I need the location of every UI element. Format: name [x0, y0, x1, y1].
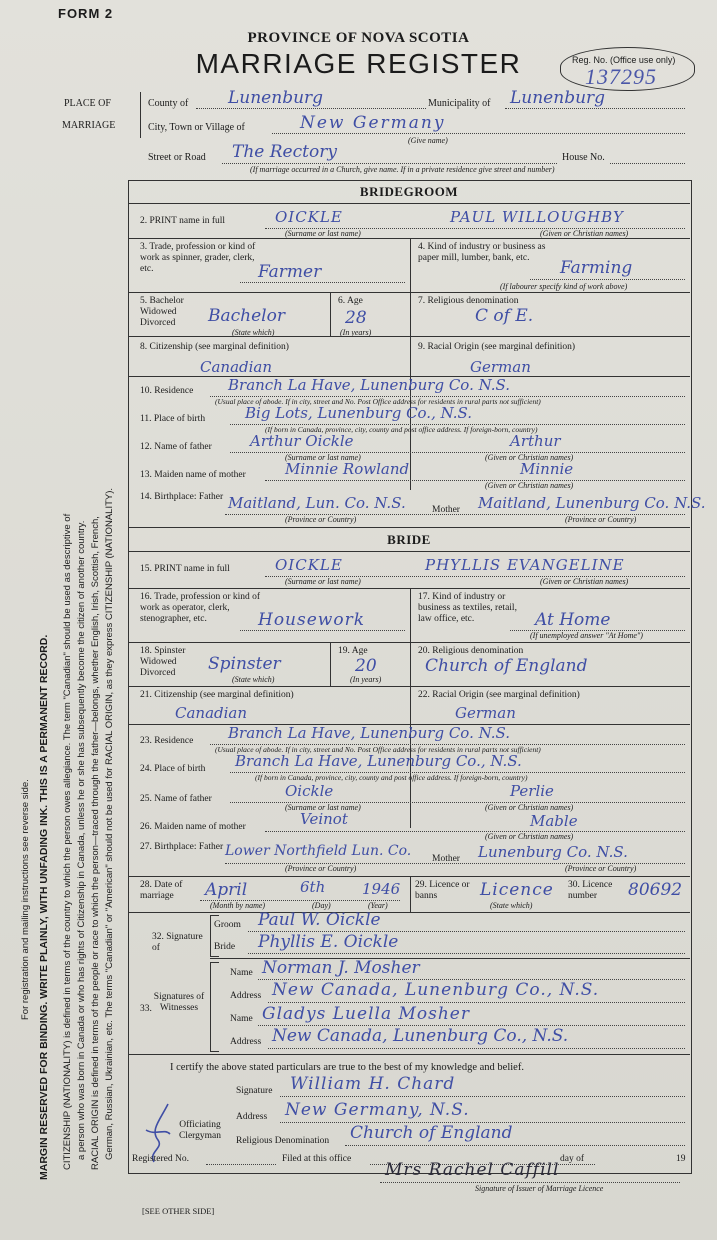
groom-trade: Farmer — [258, 262, 322, 282]
bride-father-given: Perlie — [510, 782, 554, 800]
groom-trade-line — [240, 282, 405, 283]
unemployed-caption: (If unemployed answer "At Home") — [530, 631, 643, 640]
day-of-label: day of — [560, 1154, 585, 1164]
divider — [128, 336, 690, 337]
bride-age-label: 19. Age — [338, 646, 368, 656]
surname-caption: (Surname or last name) — [285, 577, 361, 586]
groom-religion-label: 7. Religious denomination — [418, 296, 519, 306]
reg-number: 137295 — [585, 64, 657, 89]
surname-caption: (Surname or last name) — [285, 803, 361, 812]
groom-given: PAUL WILLOUGHBY — [450, 208, 624, 226]
see-other-side: [SEE OTHER SIDE] — [142, 1206, 215, 1216]
w2-name: Gladys Luella Mosher — [262, 1004, 470, 1024]
city-label: City, Town or Village of — [148, 122, 245, 133]
county-line — [196, 108, 426, 109]
bride-mother-given: Mable — [530, 812, 578, 830]
clergy-address-label: Address — [236, 1112, 268, 1122]
registered-label: Registered No. — [132, 1154, 189, 1164]
groom-citizenship: Canadian — [200, 358, 273, 376]
given-caption: (Given or Christian names) — [540, 577, 629, 586]
bride-name-label: 15. PRINT name in full — [140, 564, 230, 574]
bride-father-label: 25. Name of father — [140, 794, 212, 804]
bride-citizenship-label: 21. Citizenship (see marginal definition) — [140, 690, 294, 700]
groom-mother-bp: Maitland, Lunenburg Co. N.S. — [478, 494, 706, 512]
marriage-year: 1946 — [362, 880, 401, 898]
margin-note-6: German, Russian, Ukrainian, etc. The terms "Canadian" or "American" should not be used for RACIAL ORIGIN, as they express CITIZENSHIP (NATIONALITY). — [104, 487, 115, 1160]
witness-number: 33. — [140, 1004, 152, 1014]
divider — [128, 238, 690, 239]
bride-sig-line — [248, 953, 685, 954]
column-divider — [330, 292, 331, 336]
surname-caption: (Surname or last name) — [285, 453, 361, 462]
bride-signature: Phyllis E. Oickle — [258, 932, 399, 952]
margin-note-4: a person who was born in Canada or who has rights of Citizenship in Canada, unless he or she has subsequently become the citizen of another country. — [76, 520, 87, 1160]
bride-religion: Church of England — [425, 656, 588, 676]
licence-label: 29. Licence or banns — [415, 880, 470, 901]
bride-heading: BRIDE — [387, 532, 431, 547]
municipality-label: Municipality of — [428, 98, 491, 109]
state-which-caption: (State which) — [232, 328, 275, 337]
groom-sig-label: Groom — [214, 920, 241, 930]
date-label: 28. Date of marriage — [140, 880, 183, 901]
bride-mother-line — [265, 831, 685, 832]
birth-caption: (If born in Canada, province, city, county and post office address. If foreign-born, country) — [255, 773, 528, 782]
margin-note-1: For registration and mailing instructions see reverse side. — [20, 779, 31, 1020]
groom-father-label: 12. Name of father — [140, 442, 212, 452]
bride-birth: Branch La Have, Lunenburg Co., N.S. — [235, 752, 522, 770]
column-divider — [410, 588, 411, 828]
clergy-sig-line — [280, 1096, 685, 1097]
margin-note-2: MARGIN RESERVED FOR BINDING. WRITE PLAINLY, WITH UNFADING INK. THIS IS A PERMANENT RECORD. — [38, 634, 50, 1180]
bride-religion-label: 20. Religious denomination — [418, 646, 524, 656]
in-years-caption: (In years) — [350, 675, 382, 684]
licence-value: Licence — [480, 880, 554, 900]
licence-number: 80692 — [628, 880, 683, 900]
w1-address-label: Address — [230, 991, 262, 1001]
bridegroom-heading: BRIDEGROOM — [359, 184, 459, 199]
bride-surname: OICKLE — [275, 556, 343, 574]
bride-trade: Housework — [258, 610, 366, 630]
divider — [128, 292, 690, 293]
groom-mother-surname: Minnie Rowland — [285, 460, 410, 478]
divider — [128, 203, 690, 204]
house-no-label: House No. — [562, 152, 605, 163]
groom-father-bp: Maitland, Lun. Co. N.S. — [228, 494, 406, 512]
groom-industry-line — [530, 279, 685, 280]
groom-father-surname: Arthur Oickle — [250, 432, 354, 450]
w1-address: New Canada, Lunenburg Co., N.S. — [272, 980, 600, 1000]
birth-caption: (If born in Canada, province, city, county and post office address. If foreign-born, country) — [265, 425, 538, 434]
divider — [128, 527, 690, 528]
county-value: Lunenburg — [228, 88, 324, 108]
bride-trade-line — [240, 630, 405, 631]
groom-name-label: 2. PRINT name in full — [140, 216, 226, 226]
w2-address: New Canada, Lunenburg Co., N.S. — [272, 1026, 569, 1046]
bride-given: PHYLLIS EVANGELINE — [425, 556, 625, 574]
clergy-denom-line — [345, 1145, 685, 1146]
groom-origin: German — [470, 358, 531, 376]
bride-residence: Branch La Have, Lunenburg Co. N.S. — [228, 724, 511, 742]
w1-name-label: Name — [230, 968, 253, 978]
groom-trade-label: 3. Trade, profession or kind of work as spinner, grader, clerk, etc. — [140, 242, 256, 274]
province-caption: (Province or Country) — [285, 515, 357, 524]
bride-mother-bp: Lunenburg Co. N.S. — [478, 843, 628, 861]
groom-citizenship-label: 8. Citizenship (see marginal definition) — [140, 342, 289, 352]
bride-age: 20 — [355, 656, 377, 676]
bride-origin: German — [455, 704, 516, 722]
bride-industry-label: 17. Kind of industry or business as textiles, retail, law office, etc. — [418, 592, 517, 624]
clergy-signature: William H. Chard — [290, 1074, 456, 1094]
groom-age: 28 — [345, 308, 367, 328]
w2-name-label: Name — [230, 1014, 253, 1024]
marriage-label: MARRIAGE — [62, 120, 116, 131]
street-caption: (If marriage occurred in a Church, give name. If in a private residence give street and number) — [250, 165, 555, 174]
groom-mother-given: Minnie — [520, 460, 574, 478]
given-caption: (Given or Christian names) — [485, 481, 574, 490]
street-value: The Rectory — [232, 142, 337, 162]
bride-citizenship: Canadian — [175, 704, 248, 722]
witness-bracket — [210, 962, 219, 1052]
state-which-caption: (State which) — [490, 901, 533, 910]
marriage-month: April — [205, 880, 248, 900]
bride-mother-label: 26. Maiden name of mother — [140, 822, 246, 832]
bride-trade-label: 16. Trade, profession or kind of work as operator, clerk, stenographer, etc. — [140, 592, 261, 624]
divider — [128, 588, 690, 589]
groom-residence: Branch La Have, Lunenburg Co. N.S. — [228, 376, 511, 394]
groom-status-label: 5. Bachelor Widowed Divorced — [140, 296, 184, 328]
labourer-caption: (If labourer specify kind of work above) — [500, 282, 628, 291]
groom-residence-label: 10. Residence — [140, 386, 194, 396]
state-which-caption: (State which) — [232, 675, 275, 684]
surname-caption: (Surname or last name) — [285, 229, 361, 238]
groom-industry-label: 4. Kind of industry or business as paper mill, lumber, bank, etc. — [418, 242, 546, 263]
groom-religion: C of E. — [475, 306, 534, 326]
bride-industry: At Home — [535, 610, 611, 630]
w2-address-label: Address — [230, 1037, 262, 1047]
given-caption: (Given or Christian names) — [485, 832, 574, 841]
column-divider — [330, 642, 331, 686]
groom-industry: Farming — [560, 258, 633, 278]
groom-mother-label: 13. Maiden name of mother — [140, 470, 246, 480]
residence-caption: (Usual place of abode. If in city, street and No. Post Office address for residents in rural parts not sufficient) — [215, 397, 541, 406]
divider — [128, 642, 690, 643]
divider — [128, 912, 690, 913]
city-value: New Germany — [300, 113, 446, 133]
bride-father-bp: Lower Northfield Lun. Co. — [225, 843, 412, 859]
mother-label: Mother — [432, 505, 460, 515]
bride-father-surname: Oickle — [285, 782, 334, 800]
column-divider — [410, 876, 411, 912]
city-line — [272, 133, 685, 134]
groom-surname: OICKLE — [275, 208, 343, 226]
mother-label: Mother — [432, 854, 460, 864]
place-of-label: PLACE OF — [64, 98, 111, 109]
reg-number-label: Reg. No. (Office use only) — [572, 55, 676, 65]
clergy-denom-label: Religious Denomination — [236, 1136, 330, 1146]
divider — [128, 686, 690, 687]
divider — [128, 1054, 690, 1055]
page-title: MARRIAGE REGISTER — [195, 48, 522, 79]
groom-birth: Big Lots, Lunenburg Co., N.S. — [245, 404, 473, 422]
filed-label: Filed at this office — [282, 1154, 352, 1164]
marriage-day: 6th — [300, 878, 326, 896]
municipality-line — [505, 108, 685, 109]
witnesses-label: Signatures of Witnesses — [153, 992, 205, 1013]
clergy-sig-label: Signature — [236, 1086, 273, 1096]
w2-address-line — [268, 1048, 685, 1049]
bride-residence-label: 23. Residence — [140, 736, 194, 746]
form-number: FORM 2 — [58, 6, 114, 21]
groom-father-bp-label: 14. Birthplace: Father — [140, 492, 224, 502]
certify-statement: I certify the above stated particulars are true to the best of my knowledge and belief. — [170, 1062, 524, 1073]
place-bracket — [140, 92, 142, 138]
groom-age-label: 6. Age — [338, 296, 363, 306]
licence-number-label: 30. Licence number — [568, 880, 613, 901]
year-label: 19 — [676, 1154, 686, 1164]
w1-name: Norman J. Mosher — [262, 958, 420, 978]
divider — [128, 551, 690, 552]
residence-caption: (Usual place of abode. If in city, street and No. Post Office address for residents in rural parts not sufficient) — [215, 745, 541, 754]
registered-line — [206, 1164, 276, 1165]
groom-signature: Paul W. Oickle — [258, 910, 381, 930]
province-caption: (Province or Country) — [565, 864, 637, 873]
bride-origin-label: 22. Racial Origin (see marginal definition) — [418, 690, 580, 700]
signature-of-label: 32. Signature of — [152, 932, 203, 953]
groom-status: Bachelor — [208, 306, 285, 326]
groom-father-given: Arthur — [510, 432, 561, 450]
day-caption: (Day) — [312, 901, 331, 910]
margin-note-3: CITIZENSHIP (NATIONALITY) is defined in terms of the country to which the person owes allegiance. The term "Canadian" should be used as descriptive of — [62, 513, 73, 1170]
municipality-value: Lunenburg — [510, 88, 606, 108]
given-caption: (Given or Christian names) — [485, 803, 574, 812]
year-caption: (Year) — [368, 901, 388, 910]
groom-mother-line — [265, 480, 685, 481]
clergy-address: New Germany, N.S. — [285, 1100, 470, 1120]
month-caption: (Month by name) — [210, 901, 266, 910]
province-heading: PROVINCE OF NOVA SCOTIA — [247, 30, 470, 46]
county-label: County of — [148, 98, 189, 109]
in-years-caption: (In years) — [340, 328, 372, 337]
given-caption: (Given or Christian names) — [485, 453, 574, 462]
bride-sig-label: Bride — [214, 942, 236, 952]
street-line — [222, 163, 557, 164]
bride-status-label: 18. Spinster Widowed Divorced — [140, 646, 186, 678]
bride-father-bp-label: 27. Birthplace: Father — [140, 842, 224, 852]
given-caption: (Given or Christian names) — [540, 229, 629, 238]
officiating-label: Officiating Clergyman — [178, 1120, 222, 1141]
clergy-denomination: Church of England — [350, 1123, 513, 1143]
margin-note-5: RACIAL ORIGIN is defined in terms of the people or race to which the person—traced through the father—belongs, whether English, Irish, Scottish, French, — [90, 516, 101, 1170]
issuer-caption: Signature of Issuer of Marriage Licence — [475, 1184, 604, 1193]
province-caption: (Province or Country) — [565, 515, 637, 524]
groom-origin-label: 9. Racial Origin (see marginal definition) — [418, 342, 576, 352]
province-caption: (Province or Country) — [285, 864, 357, 873]
groom-birth-label: 11. Place of birth — [140, 414, 206, 424]
bride-birth-label: 24. Place of birth — [140, 764, 206, 774]
w1-address-line — [268, 1002, 685, 1003]
issuer-signature: Mrs Rachel Caffill — [385, 1160, 560, 1180]
street-label: Street or Road — [148, 152, 206, 163]
bride-mother-surname: Veinot — [300, 810, 348, 828]
house-no-line — [610, 163, 685, 164]
bride-status: Spinster — [208, 654, 281, 674]
give-name-caption: (Give name) — [408, 136, 448, 145]
issuer-sig-line — [380, 1182, 680, 1183]
divider — [128, 876, 690, 877]
